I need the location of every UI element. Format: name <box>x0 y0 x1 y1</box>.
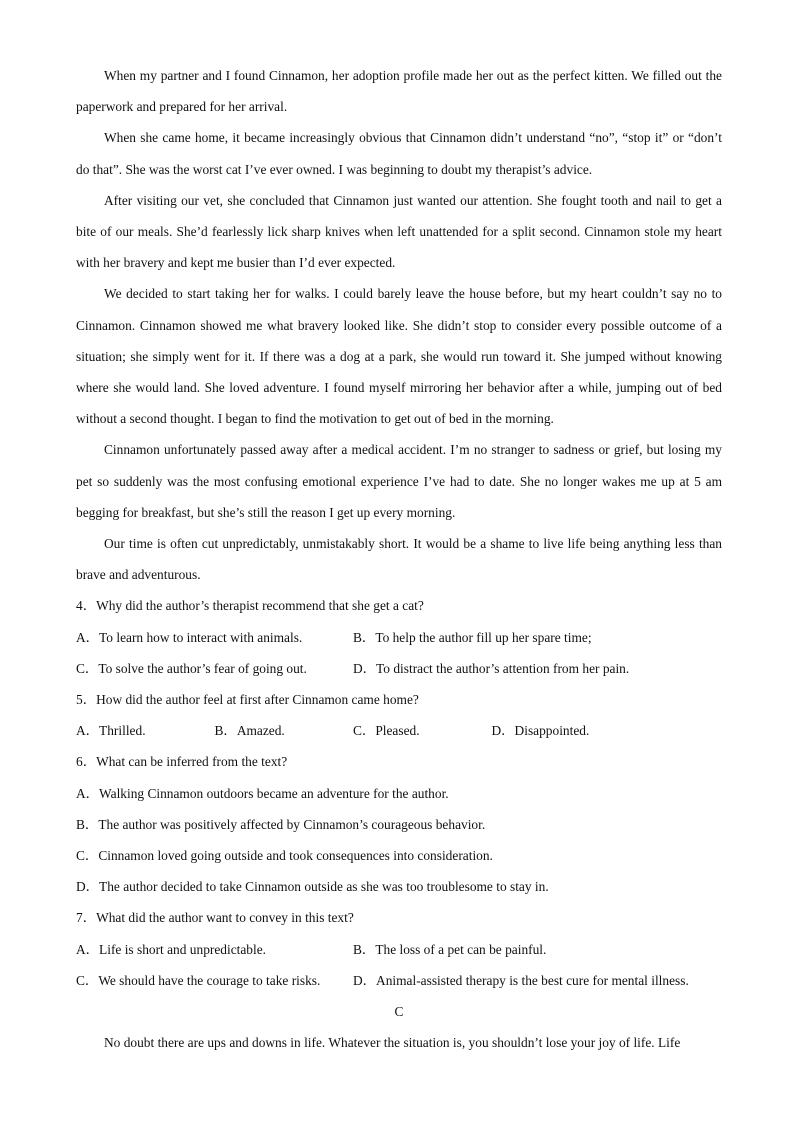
passage-b-paragraph-1: When my partner and I found Cinnamon, her adoption profile made her out as the perfect kitten. We filled out the paperwork and prepared for her arrival. <box>76 68 722 115</box>
passage-b-paragraph-6: Our time is often cut unpredictably, unmistakably short. It would be a shame to live life being anything less than brave and adventurous. <box>76 536 722 583</box>
question-5-stem: 5．How did the author feel at first after Cinnamon came home? <box>76 692 419 708</box>
question-4-option-a: A．To learn how to interact with animals. <box>76 629 303 645</box>
passage-c-paragraph-1: No doubt there are ups and downs in life. Whatever the situation is, you shouldn’t lose your joy of life. Life <box>104 1035 681 1051</box>
question-7-option-b: B．The loss of a pet can be painful. <box>353 941 547 957</box>
question-5-option-d: D．Disappointed. <box>491 723 590 739</box>
question-7-stem: 7．What did the author want to convey in this text? <box>76 910 354 926</box>
question-6-stem: 6．What can be inferred from the text? <box>76 754 288 770</box>
question-4-option-d: D．To distract the author’s attention from her pain. <box>353 660 630 676</box>
question-5-option-a: A．Thrilled. <box>76 723 146 739</box>
question-4-options-row-1 <box>76 622 722 653</box>
question-5-option-b: B．Amazed. <box>214 723 285 739</box>
question-6-option-d: D．The author decided to take Cinnamon outside as she was too troublesome to stay in. <box>76 879 549 895</box>
passage-b-paragraph-3: After visiting our vet, she concluded that Cinnamon just wanted our attention. She fought tooth and nail to get a bite of our meals. She’d fearlessly lick sharp knives when left unattended for a split second. Cinnamon stole my heart with her bravery and kept me busier than I’d ever expected. <box>76 192 722 271</box>
question-6-option-c: C．Cinnamon loved going outside and took consequences into consideration. <box>76 848 493 864</box>
question-5-option-c: C．Pleased. <box>353 723 420 739</box>
question-4-option-c: C．To solve the author’s fear of going out. <box>76 660 307 676</box>
passage-c-heading: C <box>394 1004 404 1020</box>
question-7-options-row-2 <box>76 965 722 996</box>
document-page <box>76 60 722 1059</box>
question-4-option-b: B．To help the author fill up her spare time; <box>353 629 592 645</box>
passage-b-paragraph-4: We decided to start taking her for walks. I could barely leave the house before, but my heart couldn’t say no to Cinnamon. Cinnamon showed me what bravery looked like. She didn’t stop to consider every possible outcome of a situation; she simply went for it. If there was a dog at a park, she would run toward it. She jumped without knowing where she would land. She loved adventure. I found myself mirroring her behavior after a while, jumping out of bed without a second thought. I began to find the motivation to get out of bed in the morning. <box>76 286 722 427</box>
question-7-options-row-1 <box>76 934 722 965</box>
question-6-option-b: B．The author was positively affected by Cinnamon’s courageous behavior. <box>76 816 486 832</box>
passage-b-paragraph-5: Cinnamon unfortunately passed away after a medical accident. I’m no stranger to sadness or grief, but losing my pet so suddenly was the most confusing emotional experience I’ve had to date. She no longer wakes me up at 5 am begging for breakfast, but she’s still the reason I get up every morning. <box>76 442 722 520</box>
passage-b-paragraph-2: When she came home, it became increasingly obvious that Cinnamon didn’t understand “no”, “stop it” or “don’t do that”. She was the worst cat I’ve ever owned. I was beginning to doubt my therapist’s advice. <box>76 130 722 177</box>
question-4-stem: 4．Why did the author’s therapist recommend that she get a cat? <box>76 598 424 614</box>
question-7-option-a: A．Life is short and unpredictable. <box>76 941 267 957</box>
question-6-option-a: A．Walking Cinnamon outdoors became an adventure for the author. <box>76 785 449 801</box>
question-4-options-row-2 <box>76 653 722 684</box>
question-7-option-d: D．Animal-assisted therapy is the best cure for mental illness. <box>353 972 689 988</box>
question-5-options-row <box>76 715 722 746</box>
question-7-option-c: C．We should have the courage to take risks. <box>76 972 321 988</box>
